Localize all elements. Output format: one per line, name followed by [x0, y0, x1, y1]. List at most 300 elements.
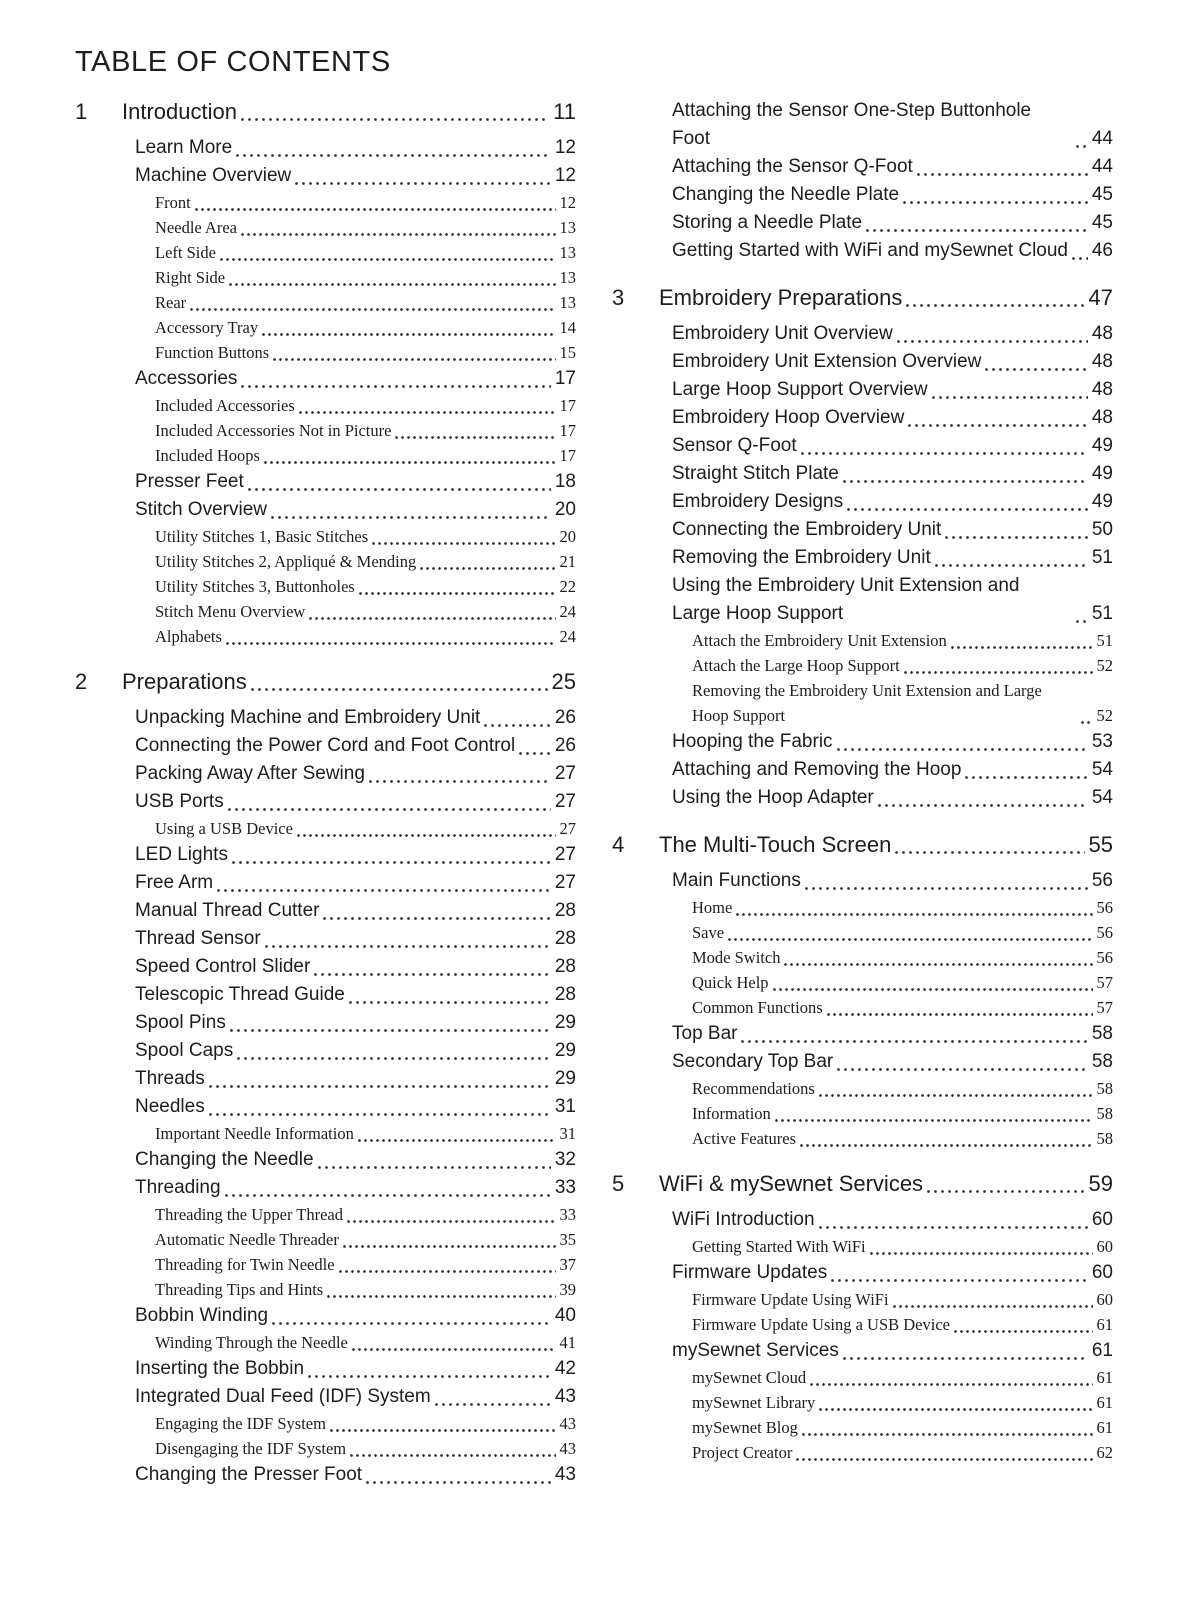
toc-entry-row — [612, 1365, 1113, 1390]
dot-leader — [251, 688, 548, 691]
toc-entry-row — [75, 315, 576, 340]
toc-entry-row — [612, 1234, 1113, 1259]
entry-page-number: 27 — [554, 872, 576, 893]
toc-entry-row — [75, 290, 576, 315]
entry-page-number: 26 — [554, 707, 576, 728]
entry-page-number: 47 — [1088, 285, 1113, 310]
entry-page-number: 20 — [554, 499, 576, 520]
entry-page-number: 62 — [1096, 1443, 1113, 1462]
toc-entry-row — [75, 1252, 576, 1277]
entry-page-number: 13 — [559, 218, 576, 237]
entry-label: Threading — [135, 1177, 221, 1198]
dot-leader — [209, 1085, 551, 1088]
entry-label: Threading the Upper Thread — [155, 1205, 343, 1224]
toc-entry-row — [612, 1287, 1113, 1312]
entry-page-number: 40 — [554, 1305, 576, 1326]
toc-entry-row — [612, 895, 1113, 920]
entry-page-number: 43 — [559, 1414, 576, 1433]
entry-page-number: 17 — [559, 446, 576, 465]
dot-leader — [323, 917, 550, 920]
toc-entry-row — [75, 599, 576, 624]
entry-label: Important Needle Information — [155, 1124, 354, 1143]
dot-leader — [228, 808, 551, 811]
toc-entry-row — [75, 1227, 576, 1252]
toc-entry-row — [612, 920, 1113, 945]
entry-label: Top Bar — [672, 1023, 738, 1044]
entry-page-number: 18 — [554, 471, 576, 492]
entry-label: Speed Control Slider — [135, 956, 311, 977]
entry-label: Firmware Update Using WiFi — [692, 1290, 889, 1309]
entry-label: Unpacking Machine and Embroidery Unit — [135, 707, 481, 728]
toc-entry-row — [75, 549, 576, 574]
entry-page-number: 52 — [1096, 706, 1113, 725]
toc-entry-row — [612, 1076, 1113, 1101]
entry-label: Accessories — [135, 368, 238, 389]
entry-page-number: 41 — [559, 1333, 576, 1352]
entry-page-number: 29 — [554, 1012, 576, 1033]
entry-label: Accessory Tray — [155, 318, 259, 337]
toc-entry-row — [75, 240, 576, 265]
dot-leader — [195, 208, 556, 211]
entry-label: Information — [692, 1104, 771, 1123]
entry-label: Common Functions — [692, 998, 823, 1017]
entry-page-number: 43 — [559, 1439, 576, 1458]
entry-label: Manual Thread Cutter — [135, 900, 320, 921]
entry-label: Removing the Embroidery Unit — [672, 547, 931, 568]
entry-label: Stitch Menu Overview — [155, 602, 306, 621]
toc-entry-row — [612, 628, 1113, 653]
dot-leader — [226, 642, 556, 645]
toc-entry-row — [612, 1415, 1113, 1440]
dot-leader — [395, 436, 555, 439]
dot-leader — [366, 1481, 551, 1484]
entry-page-number: 31 — [554, 1096, 576, 1117]
entry-label: Using the Hoop Adapter — [672, 787, 874, 808]
entry-page-number: 17 — [554, 368, 576, 389]
dot-leader — [951, 646, 1093, 649]
entry-label: Firmware Update Using a USB Device — [692, 1315, 950, 1334]
entry-page-number: 61 — [1096, 1368, 1113, 1387]
dot-leader — [519, 752, 551, 755]
toc-entry-row — [75, 418, 576, 443]
dot-leader — [932, 396, 1088, 399]
entry-label: Preparations — [122, 669, 247, 694]
toc-entry-row — [612, 970, 1113, 995]
entry-page-number: 35 — [559, 1230, 576, 1249]
dot-leader — [819, 1226, 1088, 1229]
entry-page-number: 29 — [554, 1068, 576, 1089]
dot-leader — [271, 516, 551, 519]
entry-page-number: 48 — [1091, 379, 1113, 400]
dot-leader — [230, 1029, 551, 1032]
toc-entry-row — [75, 1411, 576, 1436]
entry-label: Spool Pins — [135, 1012, 226, 1033]
entry-label: Storing a Needle Plate — [672, 212, 863, 233]
dot-leader — [225, 1194, 551, 1197]
entry-label: Threads — [135, 1068, 205, 1089]
entry-label: Changing the Presser Foot — [135, 1464, 363, 1485]
entry-label: Embroidery Designs — [672, 491, 844, 512]
dot-leader — [985, 368, 1087, 371]
dot-leader — [1081, 721, 1093, 724]
entry-label: Presser Feet — [135, 471, 244, 492]
dot-leader — [935, 564, 1088, 567]
toc-entry-row — [75, 704, 576, 732]
entry-label: Threading for Twin Needle — [155, 1255, 335, 1274]
entry-label: Left Side — [155, 243, 216, 262]
entry-page-number: 56 — [1096, 923, 1113, 942]
chapter-number: 5 — [612, 1171, 625, 1196]
entry-label: Included Accessories Not in Picture — [155, 421, 392, 440]
entry-page-number: 17 — [559, 421, 576, 440]
dot-leader — [954, 1330, 1093, 1333]
entry-page-number: 56 — [1096, 898, 1113, 917]
entry-page-number: 24 — [559, 627, 576, 646]
dot-leader — [241, 233, 556, 236]
dot-leader — [843, 1357, 1088, 1360]
dot-leader — [945, 536, 1088, 539]
entry-page-number: 45 — [1091, 184, 1113, 205]
entry-label: Automatic Needle Threader — [155, 1230, 339, 1249]
toc-entry-row — [75, 897, 576, 925]
dot-leader — [435, 1403, 551, 1406]
entry-label: LED Lights — [135, 844, 228, 865]
entry-page-number: 15 — [559, 343, 576, 362]
dot-leader — [343, 1245, 556, 1248]
entry-label: Front — [155, 193, 191, 212]
dot-leader — [190, 308, 555, 311]
entry-label: Machine Overview — [135, 165, 292, 186]
toc-entry-row — [612, 1020, 1113, 1048]
dot-leader — [352, 1348, 556, 1351]
toc-entry-row — [75, 496, 576, 524]
entry-page-number: 55 — [1088, 832, 1113, 857]
entry-page-number: 49 — [1091, 435, 1113, 456]
entry-label: mySewnet Cloud — [692, 1368, 807, 1387]
toc-entry-row — [75, 1174, 576, 1202]
dot-leader — [796, 1458, 1092, 1461]
entry-page-number: 17 — [559, 396, 576, 415]
toc-entry-row — [612, 867, 1113, 895]
entry-page-number: 24 — [559, 602, 576, 621]
dot-leader — [241, 118, 549, 121]
dot-leader — [272, 1322, 551, 1325]
toc-entry-row — [75, 443, 576, 468]
entry-label: Embroidery Preparations — [659, 285, 903, 310]
entry-page-number: 12 — [559, 193, 576, 212]
toc-entry-row — [612, 404, 1113, 432]
toc-entry-row — [612, 432, 1113, 460]
entry-page-number: 48 — [1091, 351, 1113, 372]
entry-label: Attaching the Sensor Q-Foot — [672, 156, 913, 177]
toc-entry-row — [75, 1009, 576, 1037]
dot-leader — [927, 1190, 1084, 1193]
dot-leader — [827, 1013, 1093, 1016]
entry-label: Disengaging the IDF System — [155, 1439, 347, 1458]
dot-leader — [773, 988, 1093, 991]
toc-entry-row — [75, 953, 576, 981]
entry-label: Firmware Updates — [672, 1262, 828, 1283]
toc-entry-row — [612, 678, 1113, 728]
entry-page-number: 56 — [1091, 870, 1113, 891]
toc-entry-row — [612, 488, 1113, 516]
toc-column-right — [612, 97, 1113, 1489]
entry-label: Learn More — [135, 137, 233, 158]
entry-label: Hooping the Fabric — [672, 731, 833, 752]
dot-leader — [1076, 620, 1088, 623]
entry-label: Needles — [135, 1096, 205, 1117]
entry-page-number: 22 — [559, 577, 576, 596]
dot-leader — [265, 945, 551, 948]
entry-page-number: 33 — [559, 1205, 576, 1224]
entry-page-number: 56 — [1096, 948, 1113, 967]
dot-leader — [904, 671, 1093, 674]
toc-entry-row — [612, 237, 1113, 265]
toc-entry-row — [75, 1383, 576, 1411]
entry-page-number: 58 — [1096, 1129, 1113, 1148]
dot-leader — [1072, 257, 1088, 260]
chapter-number: 1 — [75, 99, 88, 124]
entry-label: Function Buttons — [155, 343, 270, 362]
toc-entry-row — [75, 816, 576, 841]
entry-label: Packing Away After Sewing — [135, 763, 365, 784]
dot-leader — [330, 1429, 556, 1432]
toc-entry-row — [75, 190, 576, 215]
toc-entry-row — [75, 788, 576, 816]
entry-page-number: 45 — [1091, 212, 1113, 233]
dot-leader — [318, 1166, 551, 1169]
toc-entry-row — [75, 1065, 576, 1093]
entry-page-number: 42 — [554, 1358, 576, 1379]
entry-label: Engaging the IDF System — [155, 1414, 326, 1433]
toc-entry-row — [75, 1461, 576, 1489]
toc-entry-row — [612, 1312, 1113, 1337]
entry-label: Sensor Q-Foot — [672, 435, 797, 456]
entry-page-number: 48 — [1091, 323, 1113, 344]
dot-leader — [866, 229, 1088, 232]
entry-label: Right Side — [155, 268, 226, 287]
dot-leader — [800, 1144, 1092, 1147]
entry-label: Utility Stitches 2, Appliqué & Mending — [155, 552, 417, 571]
toc-columns — [75, 97, 1128, 1489]
toc-entry-row — [75, 365, 576, 393]
dot-leader — [248, 488, 551, 491]
dot-leader — [917, 173, 1088, 176]
entry-label: Attaching and Removing the Hoop — [672, 759, 962, 780]
entry-label: Getting Started With WiFi — [692, 1237, 866, 1256]
toc-entry-row — [612, 320, 1113, 348]
entry-label: Embroidery Unit Extension Overview — [672, 351, 982, 372]
toc-entry-row — [612, 460, 1113, 488]
dot-leader — [273, 358, 555, 361]
toc-entry-row — [612, 209, 1113, 237]
entry-page-number: 39 — [559, 1280, 576, 1299]
entry-label: Main Functions — [672, 870, 801, 891]
entry-label: Spool Caps — [135, 1040, 234, 1061]
toc-entry-row — [612, 756, 1113, 784]
dot-leader — [819, 1094, 1093, 1097]
toc-entry-row — [612, 516, 1113, 544]
page-title: TABLE OF CONTENTS — [75, 46, 391, 78]
toc-entry-row — [612, 97, 1113, 153]
dot-leader — [299, 411, 556, 414]
entry-page-number: 43 — [554, 1386, 576, 1407]
entry-label: mySewnet Services — [672, 1340, 839, 1361]
entry-page-number: 46 — [1091, 240, 1113, 261]
dot-leader — [906, 304, 1084, 307]
entry-label: Alphabets — [155, 627, 222, 646]
dot-leader — [895, 851, 1084, 854]
entry-page-number: 12 — [554, 137, 576, 158]
entry-label: Getting Started with WiFi and mySewnet Cloud — [672, 240, 1069, 261]
entry-label: Using the Embroidery Unit Extension and Large Hoop Support — [672, 575, 1020, 624]
entry-page-number: 60 — [1091, 1262, 1113, 1283]
entry-page-number: 27 — [559, 819, 576, 838]
entry-page-number: 27 — [554, 791, 576, 812]
dot-leader — [347, 1220, 556, 1223]
dot-leader — [831, 1279, 1088, 1282]
dot-leader — [805, 887, 1088, 890]
toc-entry-row — [612, 1259, 1113, 1287]
entry-page-number: 51 — [1091, 547, 1113, 568]
toc-entry-row — [75, 1093, 576, 1121]
toc-entry-row — [75, 134, 576, 162]
dot-leader — [327, 1295, 555, 1298]
toc-chapter-row — [612, 1169, 1113, 1199]
toc-chapter-row — [75, 97, 576, 127]
dot-leader — [309, 617, 555, 620]
toc-entry-row — [612, 1440, 1113, 1465]
entry-page-number: 54 — [1091, 787, 1113, 808]
entry-label: Included Hoops — [155, 446, 260, 465]
toc-entry-row — [75, 468, 576, 496]
toc-entry-row — [75, 1037, 576, 1065]
dot-leader — [420, 567, 555, 570]
entry-label: Free Arm — [135, 872, 214, 893]
entry-label: Straight Stitch Plate — [672, 463, 839, 484]
dot-leader — [819, 1408, 1092, 1411]
dot-leader — [358, 1139, 556, 1142]
toc-entry-row — [612, 728, 1113, 756]
entry-label: Removing the Embroidery Unit Extension and Large Hoop Support — [692, 681, 1042, 725]
toc-entry-row — [75, 925, 576, 953]
entry-page-number: 28 — [554, 900, 576, 921]
entry-label: The Multi-Touch Screen — [659, 832, 892, 857]
toc-column-left — [75, 97, 576, 1489]
entry-page-number: 49 — [1091, 463, 1113, 484]
entry-page-number: 26 — [554, 735, 576, 756]
entry-page-number: 49 — [1091, 491, 1113, 512]
toc-entry-row — [612, 945, 1113, 970]
entry-page-number: 44 — [1091, 156, 1113, 177]
toc-entry-row — [612, 1101, 1113, 1126]
toc-entry-row — [75, 1302, 576, 1330]
chapter-number: 4 — [612, 832, 625, 857]
toc-chapter-row — [75, 667, 576, 697]
dot-leader — [843, 480, 1088, 483]
entry-page-number: 44 — [1091, 128, 1113, 149]
entry-page-number: 51 — [1096, 631, 1113, 650]
entry-page-number: 58 — [1096, 1104, 1113, 1123]
toc-entry-row — [612, 153, 1113, 181]
toc-entry-row — [75, 1277, 576, 1302]
dot-leader — [870, 1252, 1093, 1255]
chapter-number: 3 — [612, 285, 625, 310]
toc-entry-row — [75, 1436, 576, 1461]
entry-page-number: 13 — [559, 293, 576, 312]
dot-leader — [801, 452, 1088, 455]
dot-leader — [728, 938, 1092, 941]
entry-page-number: 31 — [559, 1124, 576, 1143]
entry-page-number: 59 — [1088, 1171, 1113, 1196]
entry-label: Large Hoop Support Overview — [672, 379, 928, 400]
dot-leader — [295, 182, 551, 185]
dot-leader — [241, 385, 550, 388]
dot-leader — [837, 1068, 1088, 1071]
toc-entry-row — [612, 544, 1113, 572]
dot-leader — [264, 461, 556, 464]
entry-label: Included Accessories — [155, 396, 295, 415]
entry-label: Changing the Needle — [135, 1149, 314, 1170]
entry-label: Embroidery Hoop Overview — [672, 407, 905, 428]
dot-leader — [810, 1383, 1092, 1386]
dot-leader — [308, 1375, 551, 1378]
entry-page-number: 13 — [559, 268, 576, 287]
entry-page-number: 25 — [551, 669, 576, 694]
entry-page-number: 60 — [1091, 1209, 1113, 1230]
entry-page-number: 43 — [554, 1464, 576, 1485]
toc-entry-row — [612, 1206, 1113, 1234]
toc-entry-row — [612, 1126, 1113, 1151]
dot-leader — [350, 1454, 555, 1457]
entry-page-number: 57 — [1096, 998, 1113, 1017]
entry-label: Thread Sensor — [135, 928, 261, 949]
toc-entry-row — [75, 162, 576, 190]
entry-page-number: 61 — [1096, 1315, 1113, 1334]
entry-label: Attach the Embroidery Unit Extension — [692, 631, 947, 650]
dot-leader — [903, 201, 1088, 204]
entry-page-number: 12 — [554, 165, 576, 186]
dot-leader — [217, 889, 551, 892]
entry-label: Integrated Dual Feed (IDF) System — [135, 1386, 431, 1407]
toc-entry-row — [612, 1390, 1113, 1415]
entry-page-number: 57 — [1096, 973, 1113, 992]
entry-label: Changing the Needle Plate — [672, 184, 900, 205]
dot-leader — [209, 1113, 551, 1116]
entry-label: Introduction — [122, 99, 237, 124]
toc-chapter-row — [612, 283, 1113, 313]
entry-page-number: 27 — [554, 763, 576, 784]
toc-entry-row — [612, 1337, 1113, 1365]
toc-entry-row — [75, 524, 576, 549]
entry-label: Home — [692, 898, 733, 917]
entry-page-number: 33 — [554, 1177, 576, 1198]
toc-entry-row — [75, 869, 576, 897]
entry-page-number: 58 — [1096, 1079, 1113, 1098]
entry-label: Connecting the Power Cord and Foot Control — [135, 735, 516, 756]
dot-leader — [784, 963, 1092, 966]
entry-page-number: 60 — [1096, 1237, 1113, 1256]
toc-entry-row — [75, 760, 576, 788]
dot-leader — [339, 1270, 556, 1273]
entry-page-number: 61 — [1096, 1418, 1113, 1437]
dot-leader — [741, 1040, 1087, 1043]
entry-label: Attach the Large Hoop Support — [692, 656, 900, 675]
entry-label: mySewnet Library — [692, 1393, 816, 1412]
entry-label: Utility Stitches 3, Buttonholes — [155, 577, 355, 596]
entry-label: Recommendations — [692, 1079, 815, 1098]
dot-leader — [736, 913, 1092, 916]
